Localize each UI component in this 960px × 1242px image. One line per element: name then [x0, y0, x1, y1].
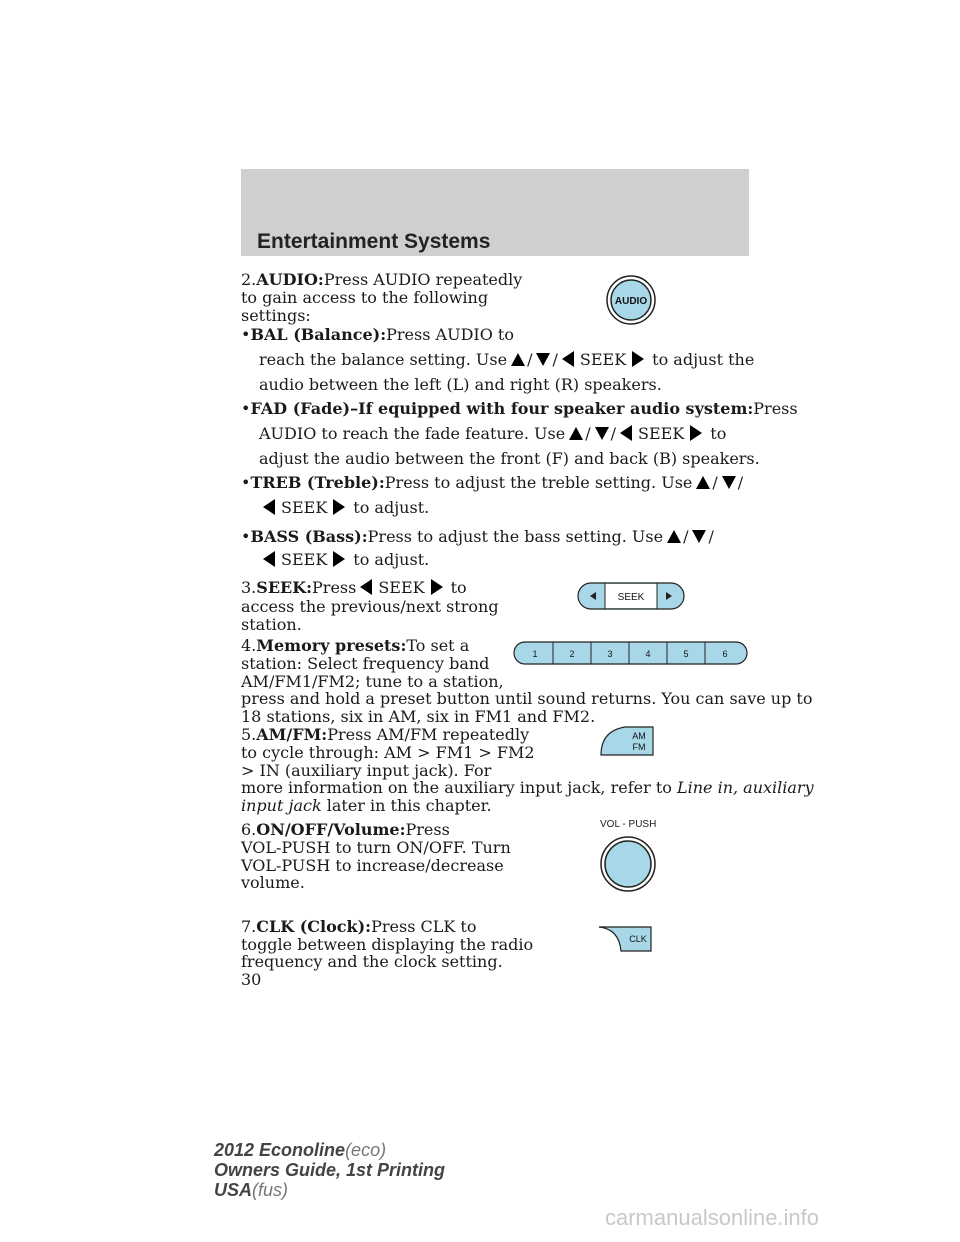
audio-button-label: AUDIO	[614, 296, 648, 307]
seek-left-arrow-icon	[263, 551, 275, 567]
down-arrow-icon	[692, 530, 706, 543]
up-arrow-icon	[569, 427, 583, 440]
audio-button-icon	[605, 274, 657, 326]
fad-bullet: •FAD (Fade)–If equipped with four speaker audio system:Press	[241, 399, 798, 418]
preset-3-label: 3	[607, 649, 613, 659]
seek-right-arrow-icon	[333, 551, 345, 567]
bal-bullet: •BAL (Balance):Press AUDIO to	[241, 325, 514, 344]
seek-left-arrow-icon	[562, 351, 574, 367]
amfm-button-label-am: AM	[632, 731, 646, 741]
amfm-text-line: input jack later in this chapter.	[241, 796, 492, 815]
down-arrow-icon	[536, 353, 550, 366]
seek-right-arrow-icon	[431, 579, 443, 595]
bass-controls-line: SEEK to adjust.	[259, 550, 429, 570]
presets-text-line: AM/FM1/FM2; tune to a station,	[241, 672, 504, 691]
bass-bullet: •BASS (Bass):Press to adjust the bass setting. Use / /	[241, 527, 714, 546]
amfm-paragraph: 5.AM/FM:Press AM/FM repeatedly	[241, 725, 530, 744]
seek-paragraph: 3.SEEK:Press SEEK to	[241, 578, 467, 597]
clk-button-icon	[597, 925, 655, 953]
treb-controls-line: SEEK to adjust.	[259, 498, 429, 518]
amfm-text-line: to cycle through: AM > FM1 > FM2	[241, 743, 535, 762]
footer-line-3: USA(fus)	[214, 1180, 289, 1200]
footer-line-2: Owners Guide, 1st Printing	[214, 1160, 446, 1180]
preset-1-label: 1	[532, 649, 538, 659]
up-arrow-icon	[511, 353, 525, 366]
up-arrow-icon	[667, 530, 681, 543]
volume-text-line: volume.	[241, 873, 305, 892]
amfm-button-label-fm: FM	[632, 742, 646, 752]
amfm-button-icon	[599, 725, 655, 757]
presets-text-line: press and hold a preset button until sound returns. You can save up to	[241, 689, 813, 708]
preset-5-label: 5	[683, 649, 689, 659]
seek-left-arrow-icon	[620, 425, 632, 441]
preset-4-label: 4	[645, 649, 651, 659]
bal-text-line: audio between the left (L) and right (R) speakers.	[259, 375, 662, 394]
seek-button-label: SEEK	[617, 592, 645, 603]
preset-6-label: 6	[722, 649, 728, 659]
fad-controls-line: AUDIO to reach the fade feature. Use / / SEEK to	[259, 424, 727, 443]
presets-text-line: station: Select frequency band	[241, 654, 490, 673]
bal-controls-line: reach the balance setting. Use / / SEEK to adjust the	[259, 350, 755, 369]
preset-buttons-strip	[513, 641, 748, 665]
presets-paragraph: 4.Memory presets:To set a	[241, 636, 470, 655]
seek-left-arrow-icon	[263, 499, 275, 515]
seek-text-line: station.	[241, 615, 302, 634]
footer-line-1: 2012 Econoline(eco)	[214, 1140, 387, 1160]
preset-2-label: 2	[569, 649, 575, 659]
amfm-text-line: more information on the auxiliary input jack, refer to Line in, auxiliary	[241, 778, 814, 797]
seek-right-arrow-icon	[690, 425, 702, 441]
seek-right-arrow-icon	[632, 351, 644, 367]
volume-text-line: VOL-PUSH to turn ON/OFF. Turn	[241, 838, 511, 857]
page-number: 30	[241, 970, 262, 989]
fad-text-line: adjust the audio between the front (F) and back (B) speakers.	[259, 449, 760, 468]
clock-text-line: frequency and the clock setting.	[241, 952, 503, 971]
seek-text-line: access the previous/next strong	[241, 597, 499, 616]
audio-text-line: settings:	[241, 306, 311, 325]
section-title: Entertainment Systems	[257, 230, 491, 253]
seek-button-icon	[577, 582, 685, 610]
seek-right-arrow-icon	[333, 499, 345, 515]
volume-knob-icon	[599, 835, 657, 893]
watermark: carmanualsonline.info	[605, 1205, 820, 1230]
down-arrow-icon	[595, 427, 609, 440]
document-footer	[214, 1140, 445, 1200]
audio-paragraph: 2.AUDIO:Press AUDIO repeatedly	[241, 270, 523, 289]
treb-bullet: •TREB (Treble):Press to adjust the treble setting. Use / /	[241, 473, 744, 492]
clk-button-label: CLK	[629, 934, 647, 944]
down-arrow-icon	[722, 476, 736, 489]
seek-left-arrow-icon	[360, 579, 372, 595]
volume-paragraph: 6.ON/OFF/Volume:Press	[241, 820, 450, 839]
volume-knob-caption: VOL - PUSH	[600, 819, 657, 830]
clock-text-line: toggle between displaying the radio	[241, 935, 534, 954]
amfm-text-line: > IN (auxiliary input jack). For	[241, 761, 492, 780]
presets-text-line: 18 stations, six in AM, six in FM1 and FM2.	[241, 707, 596, 726]
volume-text-line: VOL-PUSH to increase/decrease	[241, 856, 504, 875]
up-arrow-icon	[696, 476, 710, 489]
audio-text-line: to gain access to the following	[241, 288, 489, 307]
clock-paragraph: 7.CLK (Clock):Press CLK to	[241, 917, 477, 936]
